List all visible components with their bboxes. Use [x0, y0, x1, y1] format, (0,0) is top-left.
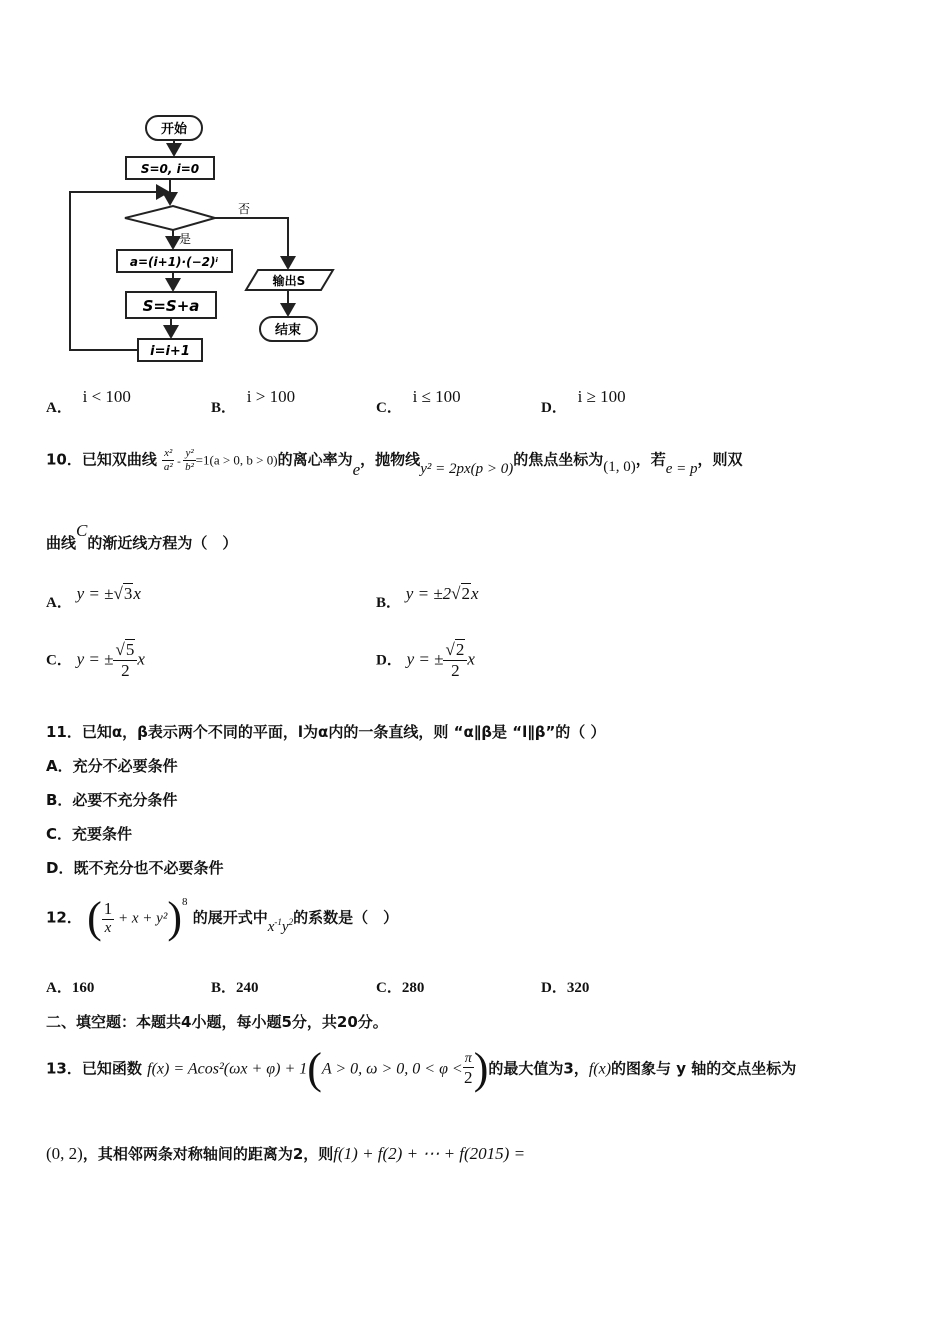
option-rad: 2 [461, 584, 470, 603]
q10-text5: ，若 [635, 450, 666, 469]
option-pre: y = ± [76, 584, 114, 603]
q13-text4: ，其相邻两条对称轴间的距离为2，则 [82, 1145, 334, 1163]
q13-fx: f(x) [588, 1060, 612, 1078]
option-post: x [133, 584, 141, 603]
q11-stem: 11．已知α，β表示两个不同的平面，l为α内的一条直线，则 “α∥β是 “l∥β”的（ ） [46, 723, 606, 741]
q12-option-b: B．240 [211, 980, 259, 996]
option-label: C． [376, 400, 402, 416]
q10-text1: 已知双曲线 [81, 450, 157, 469]
option-post: x [471, 584, 479, 603]
q10-stem-line1: 10．已知双曲线 $\frac{\text{x²}}{\text{a²}}$ - $\frac{\text{y²}}{\text{b²}}$ =1(a > 0, b > 0)的离心率为e，抛物线y² = 2px(p > 0)的焦点坐标为(1, 0)，若e = p，则双 [46, 447, 743, 479]
q10-focus: (1, 0) [603, 458, 636, 475]
q10-condition: =1(a > 0, b > 0) [195, 452, 278, 468]
q10-e: e [352, 459, 361, 479]
option-expr: i < 100 [82, 387, 131, 406]
option-pre: y = ± [76, 649, 114, 669]
flow-no-text: 否 [238, 202, 251, 216]
option-label: D． [541, 400, 567, 416]
q10-option-b: B． y = ±2√2x [376, 584, 479, 611]
option-expr: i ≤ 100 [412, 387, 461, 406]
q10-number: 10． [46, 450, 82, 469]
option-post: x [467, 649, 475, 669]
flow-inc-text: i=i+1 [150, 344, 190, 359]
flow-init-text: S=0, i=0 [140, 162, 200, 176]
option-rad: 5 [125, 640, 135, 659]
q12-exponent: 8 [181, 896, 188, 908]
q10-parabola: y² = 2px(p > 0) [420, 460, 514, 477]
option-expr: i ≥ 100 [577, 387, 626, 406]
option-den: 2 [451, 660, 460, 680]
flow-assign-s-text: S=S+a [142, 297, 200, 315]
option-expr: i > 100 [246, 387, 296, 406]
q12-text1: 的展开式中 [192, 908, 268, 927]
q10-eq: e = p [665, 460, 698, 477]
q10-text3: ，抛物线 [360, 450, 421, 469]
option-label: A． [46, 400, 72, 416]
q10-line2a: 曲线 [46, 534, 77, 552]
q12-term: $x^{-1}y^2$ [267, 916, 294, 935]
q9-option-b [211, 387, 296, 417]
section-2-heading: 二、填空题：本题共4小题，每小题5分，共20分。 [46, 1013, 388, 1031]
option-label: B． [376, 595, 402, 611]
q13-number: 13． [46, 1059, 82, 1078]
flow-start-text: 开始 [160, 122, 188, 137]
q11-option-b: B．必要不充分条件 [46, 791, 178, 809]
option-pre: y = ±2 [405, 584, 452, 603]
q9-option-d [541, 387, 626, 417]
q13-text1: 已知函数 [81, 1059, 142, 1078]
option-post: x [137, 649, 145, 669]
option-rad: 3 [123, 584, 133, 603]
q9-option-c [376, 387, 461, 417]
q12-option-a: A．160 [46, 980, 95, 996]
option-label: D． [376, 652, 402, 669]
option-rad: 2 [455, 640, 465, 659]
q12-text2: 的系数是（ ） [293, 908, 399, 927]
q12-option-d: D．320 [541, 980, 590, 996]
q10-text6: ，则双 [697, 450, 743, 469]
q10-text2: 的离心率为 [277, 450, 353, 469]
option-pre: y = ± [406, 649, 444, 669]
q13-stem-line1: 13．已知函数 f(x) = Acos²(ωx + φ) + 1(A > 0, ω > 0, 0 < φ < $\frac{\pi}{2}$ )的最大值为3，f(x)的图象与 y 轴的交点坐标为 [46, 1044, 797, 1093]
q13-cond: A > 0, ω > 0, 0 < φ < [321, 1060, 463, 1078]
q10-C: C [76, 521, 88, 540]
q13-sum: f(1) + f(2) + ⋯ + f(2015) = [333, 1144, 526, 1163]
q9-option-a [46, 387, 131, 417]
option-label: A． [46, 595, 72, 611]
q11-option-c: C．充要条件 [46, 825, 133, 843]
q13-text2: 的最大值为3， [488, 1059, 589, 1078]
q10-hyperbola-frac-y: $\frac{\text{y²}}{\text{b²}}$ [185, 447, 194, 473]
q10-text4: 的焦点坐标为 [513, 450, 604, 469]
flow-end-text: 结束 [274, 323, 302, 338]
q13-text3: 的图象与 y 轴的交点坐标为 [611, 1059, 797, 1078]
q13-point: (0, 2) [46, 1144, 83, 1163]
q11-option-d: D．既不充分也不必要条件 [46, 859, 224, 877]
q13-func: f(x) = Acos²(ωx + φ) + 1 [147, 1060, 308, 1078]
q12-number: 12． [46, 908, 82, 927]
q10-stem-line2 [46, 521, 238, 553]
q13-stem-line2 [46, 1143, 525, 1164]
option-label: C． [46, 652, 72, 669]
q10-option-c: C． y = ± $\frac{√5}{2}$ x [46, 640, 145, 680]
q10-line2b: 的渐近线方程为（ ） [87, 534, 238, 552]
flow-yes-text: 是 [179, 232, 192, 246]
q11-option-a: A．充分不必要条件 [46, 757, 178, 775]
q10-option-a: A． y = ±√3x [46, 584, 141, 611]
q10-hyperbola-frac-x: $\frac{\text{x²}}{\text{a²}}$ [163, 447, 173, 473]
flow-assign-a-text: a=(i+1)·(−2)ⁱ [129, 255, 219, 269]
flow-output-text: 输出S [272, 274, 306, 288]
option-label: B． [211, 400, 237, 416]
q12-stem: 12． ( $\frac{1}{x}$ + x + y²)$^8$ 的展开式中$x^{-1}y^2$的系数是（ ） [46, 893, 399, 942]
flowchart [45, 105, 345, 370]
flow-decision-node [125, 206, 215, 230]
option-den: 2 [121, 660, 130, 680]
q10-option-d: D． y = ± $\frac{√2}{2}$ x [376, 640, 475, 680]
q12-option-c: C．280 [376, 980, 425, 996]
